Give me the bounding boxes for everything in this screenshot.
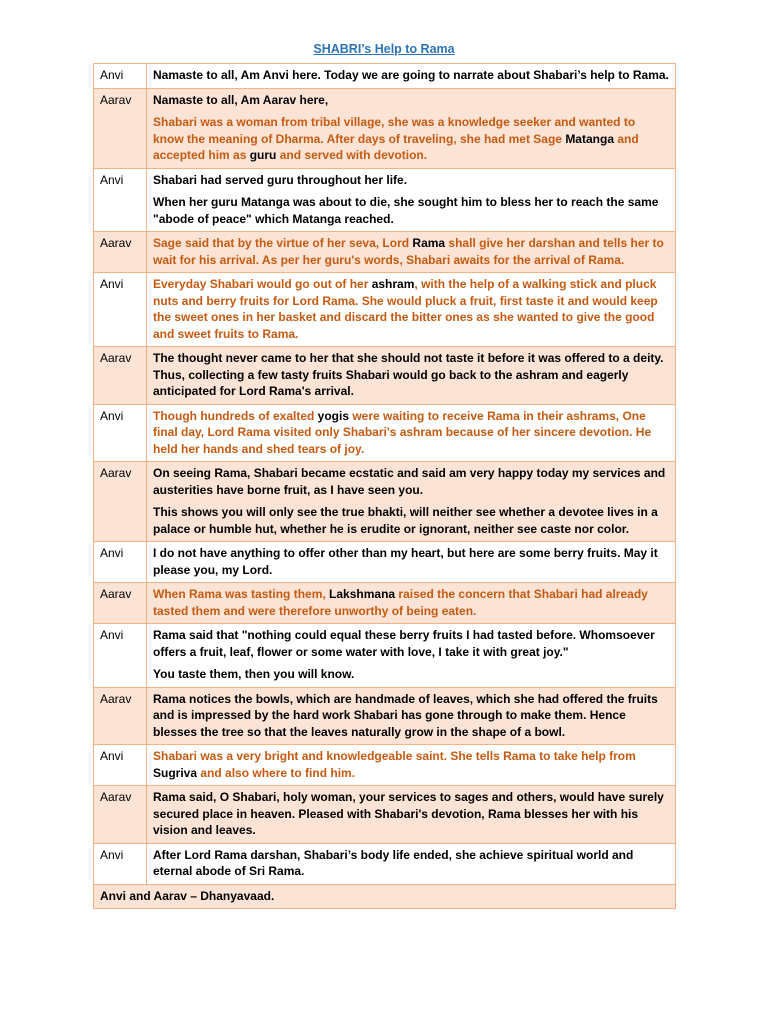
document-title: SHABRI’s Help to Rama	[313, 42, 455, 56]
speaker-cell: Anvi	[94, 404, 147, 462]
table-row	[94, 843, 676, 884]
line-text	[153, 235, 669, 268]
table-row	[94, 542, 676, 583]
table-row	[94, 88, 676, 168]
speaker-cell: Aarav	[94, 786, 147, 844]
speaker-cell: Anvi	[94, 542, 147, 583]
table-row	[94, 462, 676, 542]
table-row	[94, 404, 676, 462]
speaker-cell: Aarav	[94, 583, 147, 624]
highlight-term: Sugriva	[153, 765, 198, 780]
line-cell	[147, 168, 676, 232]
table-row	[94, 273, 676, 347]
table-row	[94, 232, 676, 273]
line-text	[153, 586, 669, 619]
table-row	[94, 347, 676, 405]
line-cell	[147, 843, 676, 884]
line-text: The thought never came to her that she should not taste it before it was offered to a deity. Thus, collecting a few tasty fruits Shabari would go back to the ashram and eagerly anticipated for Lord Rama's arrival.	[153, 351, 664, 398]
line-cell	[147, 232, 676, 273]
speaker-cell: Anvi	[94, 745, 147, 786]
line-text: Rama said, O Shabari, holy woman, your services to sages and others, would have surely secured place in heaven. Pleased with Shabari's devotion, Rama blesses her with his vision and leaves.	[153, 790, 664, 837]
line-text: Rama notices the bowls, which are handmade of leaves, which she had offered the fruits and is impressed by the hard work Shabari has gone through to make them. Hence blesses the tree so that the leaves naturally grow in the shape of a bowl.	[153, 691, 658, 739]
table-row	[94, 687, 676, 745]
text-segment: Sage said that by the virtue of her seva, Lord	[153, 236, 413, 250]
line-text: This shows you will only see the true bhakti, will neither see whether a devotee lives in a palace or humble hut, whether he is erudite or ignorant, neither see caste nor color.	[153, 505, 658, 536]
dialogue-table	[93, 63, 676, 909]
text-segment: Though hundreds of exalted	[153, 408, 318, 423]
speaker-cell: Aarav	[94, 88, 147, 168]
text-segment: When Rama was tasting them,	[153, 587, 330, 601]
line-cell	[147, 273, 676, 347]
line-text: On seeing Rama, Shabari became ecstatic and said am very happy today my services and austerities have borne fruit, as I have seen you.	[153, 466, 666, 497]
line-cell	[147, 404, 676, 462]
highlight-term: Lakshmana	[329, 587, 396, 601]
line-cell	[147, 88, 676, 168]
line-text: Shabari had served guru throughout her life.	[153, 172, 408, 187]
speaker-cell: Aarav	[94, 687, 147, 745]
speaker-cell: Anvi	[94, 843, 147, 884]
highlight-term: yogis	[317, 408, 350, 423]
speaker-cell: Anvi	[94, 273, 147, 347]
line-cell	[147, 542, 676, 583]
table-row	[94, 786, 676, 844]
line-text: Namaste to all, Am Aarav here,	[153, 92, 329, 107]
text-segment: Everyday Shabari would go out of her	[153, 277, 372, 291]
line-text	[153, 114, 669, 164]
table-row	[94, 64, 676, 89]
line-text: You taste them, then you will know.	[153, 667, 355, 681]
line-cell	[147, 624, 676, 688]
line-cell	[147, 462, 676, 542]
table-row	[94, 624, 676, 688]
speaker-cell: Aarav	[94, 462, 147, 542]
highlight-term: Rama	[412, 236, 446, 250]
line-text: Rama said that "nothing could equal these berry fruits I had tasted before. Whomsoever offers a fruit, leaf, flower or some water with love, I take it with great joy."	[153, 628, 655, 659]
highlight-term: ashram	[371, 277, 415, 291]
speaker-cell: Aarav	[94, 347, 147, 405]
speaker-cell: Anvi	[94, 64, 147, 89]
table-row	[94, 745, 676, 786]
speaker-cell: Anvi	[94, 624, 147, 688]
text-segment: , with the help of a walking stick and pluck nuts and berry fruits for Lord Rama. She would pluck a fruit, first taste it and would keep the sweet ones in her basket and discard the bitter ones as she wanted to give the good and sweet fruits to Rama.	[153, 277, 658, 341]
text-segment: Shabari was a woman from tribal village, she was a knowledge seeker and wanted to know the meaning of Dharma. After days of traveling, she had met Sage	[153, 115, 636, 146]
text-segment: Shabari was a very bright and knowledgeable saint. She tells Rama to take help from	[153, 749, 636, 763]
line-cell	[147, 745, 676, 786]
text-segment: and accepted him as	[153, 131, 639, 162]
closing-row	[94, 884, 676, 909]
line-text	[153, 748, 669, 781]
text-segment: and served with devotion.	[276, 148, 428, 162]
text-segment: and also where to find him.	[197, 765, 356, 780]
text-segment: were waiting to receive Rama in their ashrams, One final day, Lord Rama visited only Shabari's ashram because of her sincere devotion. He held her hands and shed tears of joy.	[153, 408, 652, 456]
highlight-term: guru	[249, 148, 277, 162]
table-row	[94, 168, 676, 232]
line-cell	[147, 786, 676, 844]
closing-text: Anvi and Aarav – Dhanyavaad.	[94, 884, 676, 909]
table-row	[94, 583, 676, 624]
highlight-term: Matanga	[565, 131, 614, 146]
line-text: Namaste to all, Am Anvi here. Today we are going to narrate about Shabari’s help to Rama.	[153, 68, 669, 82]
line-text	[153, 408, 669, 458]
speaker-cell: Aarav	[94, 232, 147, 273]
line-cell	[147, 64, 676, 89]
text-segment: shall give her darshan and tells her to wait for his arrival. As per her guru's words, Shabari awaits for the arrival of Rama.	[153, 236, 664, 267]
speaker-cell: Anvi	[94, 168, 147, 232]
text-segment: raised the concern that Shabari had already tasted them and were therefore unworthy of being eaten.	[153, 587, 648, 618]
line-cell	[147, 347, 676, 405]
line-text	[153, 276, 669, 342]
line-text: When her guru Matanga was about to die, she sought him to bless her to reach the same "abode of peace" which Matanga reached.	[153, 195, 659, 226]
line-cell	[147, 583, 676, 624]
line-text: After Lord Rama darshan, Shabari’s body life ended, she achieve spiritual world and eternal abode of Sri Rama.	[153, 847, 634, 878]
line-text: I do not have anything to offer other than my heart, but here are some berry fruits. May it please you, my Lord.	[153, 546, 658, 577]
line-cell	[147, 687, 676, 745]
